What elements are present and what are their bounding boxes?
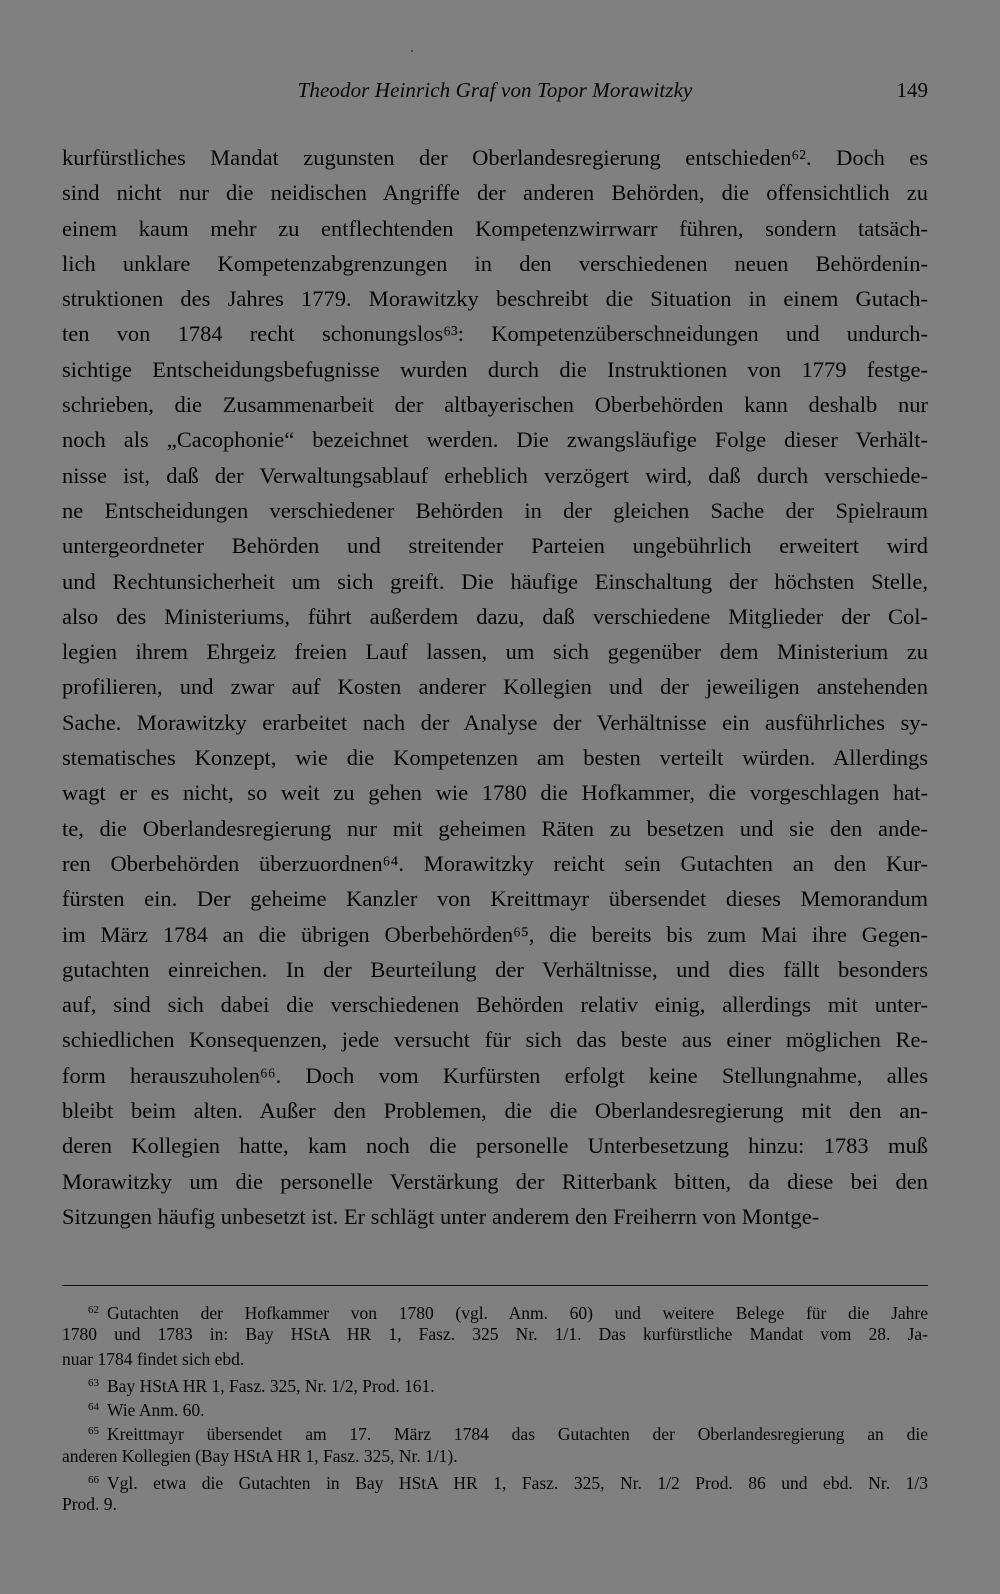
body-line: also des Ministeriums, führt außerdem dazu, daß verschiedene Mitglieder der Col- — [62, 603, 928, 629]
body-line: te, die Oberlandesregierung nur mit geheimen Räten zu besetzen und sie den ande- — [62, 815, 928, 841]
body-line: bleibt beim alten. Außer den Problemen, die die Oberlandesregierung mit den an- — [62, 1098, 928, 1124]
body-line: nisse ist, daß der Verwaltungsablauf erheblich verzögert wird, daß durch verschiede- — [62, 462, 928, 488]
footnote-line — [62, 1371, 928, 1395]
footnote-text: nuar 1784 findet sich ebd. — [62, 1348, 245, 1369]
body-line: auf, sind sich dabei die verschiedenen Behörden relativ einig, allerdings mit unter- — [62, 992, 928, 1018]
footnote-number: 66 — [88, 1474, 99, 1487]
footnote-line — [62, 1395, 928, 1419]
footnote-number: 62 — [88, 1304, 99, 1316]
body-line: Sitzungen häufig unbesetzt ist. Er schlägt unter anderem den Freiherrn von Montge- — [62, 1203, 820, 1229]
body-line: legien ihrem Ehrgeiz freien Lauf lassen, um sich gegenüber dem Ministerium zu — [62, 639, 928, 665]
body-text — [62, 140, 928, 1234]
footnote-text: Wie Anm. 60. — [107, 1400, 205, 1421]
body-line: kurfürstliches Mandat zugunsten der Oberlandesregierung entschieden⁶². Doch es — [62, 145, 928, 170]
body-line: Morawitzky um die personelle Verstärkung der Ritterbank bitten, da diese bei den — [62, 1168, 928, 1194]
body-line: lich unklare Kompetenzabgrenzungen in den verschiedenen neuen Behördenin- — [62, 250, 928, 276]
body-line: gutachten einreichen. In der Beurteilung der Verhältnisse, und dies fällt besonders — [62, 956, 928, 982]
body-line: einem kaum mehr zu entflechtenden Kompetenzwirrwarr führen, sondern tatsäch- — [62, 215, 928, 241]
body-line: sichtige Entscheidungsbefugnisse wurden durch die Instruktionen von 1779 festge- — [62, 356, 928, 382]
body-line: ne Entscheidungen verschiedener Behörden in der gleichen Sache der Spielraum — [62, 497, 928, 523]
footnote-line — [62, 1492, 928, 1516]
body-line: Sache. Morawitzky erarbeitet nach der Analyse der Verhältnisse ein ausführliches sy- — [62, 709, 928, 735]
body-line: noch als „Cacophonie“ bezeichnet werden. Die zwangsläufige Folge dieser Verhält- — [62, 427, 928, 453]
footnote-number: 65 — [88, 1425, 99, 1438]
footnote-number: 64 — [88, 1401, 99, 1414]
footnote-line — [62, 1298, 928, 1322]
body-line: im März 1784 an die übrigen Oberbehörden⁶⁵, die bereits bis zum Mai ihre Gegen- — [62, 921, 928, 947]
footnote-text: Kreittmayr übersendet am 17. März 1784 das Gutachten der Oberlandesregierung an die — [107, 1424, 928, 1445]
page-header — [62, 72, 928, 108]
footnote-line — [62, 1444, 928, 1468]
body-line: schrieben, die Zusammenarbeit der altbayerischen Oberbehörden kann deshalb nur — [62, 392, 928, 418]
body-line: schiedlichen Konsequenzen, jede versucht für sich das beste aus einer möglichen Re- — [62, 1027, 928, 1053]
footnote-62 — [62, 1298, 928, 1371]
body-line: untergeordneter Behörden und streitender Parteien ungebührlich erweitert wird — [62, 533, 928, 559]
body-line: wagt er es nicht, so weit zu gehen wie 1780 die Hofkammer, die vorgeschlagen hat- — [62, 780, 928, 806]
footnote-text: Prod. 9. — [62, 1494, 117, 1515]
page-number: 149 — [896, 78, 928, 102]
footnote-text: Gutachten der Hofkammer von 1780 (vgl. Anm. 60) und weitere Belege für die Jahre — [107, 1303, 928, 1323]
footnote-line — [62, 1322, 928, 1346]
body-line: fürsten ein. Der geheime Kanzler von Kreittmayr übersendet dieses Memorandum — [62, 886, 928, 912]
body-line: ten von 1784 recht schonungslos⁶³: Kompetenzüberschneidungen und undurch- — [62, 321, 928, 347]
body-line: sind nicht nur die neidischen Angriffe der anderen Behörden, die offensichtlich zu — [62, 180, 928, 206]
footnote-64 — [62, 1395, 928, 1419]
body-line: stematisches Konzept, wie die Kompetenzen am besten verteilt würden. Allerdings — [62, 745, 928, 771]
footnote-line — [62, 1419, 928, 1443]
body-line: und Rechtunsicherheit um sich greift. Die häufige Einschaltung der höchsten Stelle, — [62, 568, 928, 594]
footnote-text: anderen Kollegien (Bay HStA HR 1, Fasz. 325, Nr. 1/1). — [62, 1445, 458, 1466]
footnote-text: 1780 und 1783 in: Bay HStA HR 1, Fasz. 325 Nr. 1/1. Das kurfürstliche Mandat vom 28. Ja- — [62, 1324, 928, 1345]
footnote-63 — [62, 1371, 928, 1395]
footnote-line — [62, 1468, 928, 1492]
body-line: struktionen des Jahres 1779. Morawitzky beschreibt die Situation in einem Gutach- — [62, 286, 928, 312]
footnote-text: Bay HStA HR 1, Fasz. 325, Nr. 1/2, Prod. 161. — [107, 1375, 435, 1396]
body-line: deren Kollegien hatte, kam noch die personelle Unterbesetzung hinzu: 1783 muß — [62, 1133, 928, 1159]
body-line: profilieren, und zwar auf Kosten anderer Kollegien und der jeweiligen anstehenden — [62, 674, 928, 700]
body-line: form herauszuholen⁶⁶. Doch vom Kurfürsten erfolgt keine Stellungnahme, alles — [62, 1062, 928, 1088]
scan-speck — [411, 50, 413, 52]
running-title: Theodor Heinrich Graf von Topor Morawitzky — [297, 78, 693, 102]
footnote-65 — [62, 1419, 928, 1468]
footnote-66 — [62, 1468, 928, 1517]
body-line: ren Oberbehörden überzuordnen⁶⁴. Morawitzky reicht sein Gutachten an den Kur- — [62, 850, 928, 876]
footnotes — [62, 1298, 928, 1517]
footnote-number: 63 — [88, 1376, 99, 1389]
footnote-line — [62, 1347, 928, 1371]
footnote-divider — [62, 1285, 928, 1286]
footnote-text: Vgl. etwa die Gutachten in Bay HStA HR 1, Fasz. 325, Nr. 1/2 Prod. 86 und ebd. Nr. 1/3 — [107, 1473, 928, 1494]
